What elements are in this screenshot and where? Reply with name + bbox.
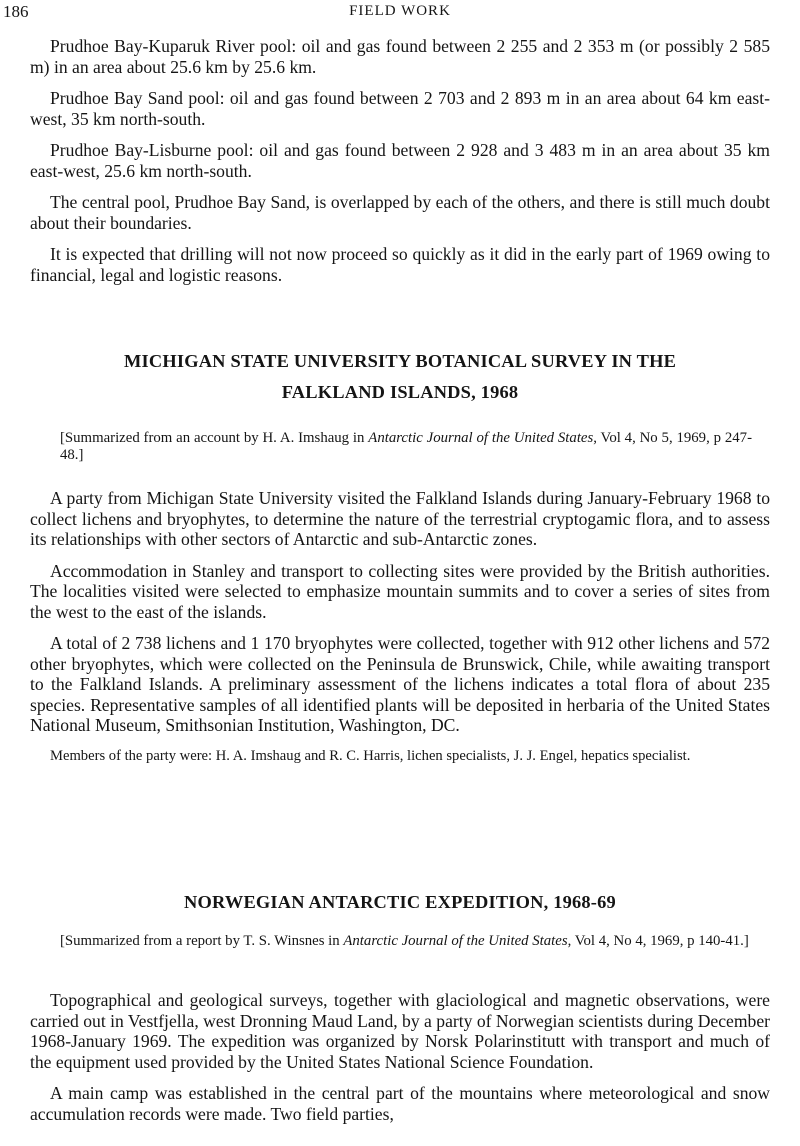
michigan-paragraph-2: Accommodation in Stanley and transport to collecting sites were provided by the British authorities. The localities visited were selected to emphasize mountain summits and to cover a series of sites from the west to the east of the islands. — [30, 560, 770, 622]
paragraph-drilling-outlook: It is expected that drilling will not now proceed so quickly as it did in the early part of 1969 owing to financial, legal and logistic reasons. — [30, 244, 770, 285]
michigan-summary-text: [Summarized from an account by H. A. Imshaug in — [60, 430, 369, 446]
paragraph-kuparuk-pool: Prudhoe Bay-Kuparuk River pool: oil and gas found between 2 255 and 2 353 m (or possibly 2 585 m) in an area about 25.6 km by 25.6 km. — [30, 36, 770, 77]
norwegian-summary-citation: , Vol 4, No 4, 1969, p 140-41.] — [567, 933, 749, 949]
michigan-heading-line2: FALKLAND ISLANDS, 1968 — [281, 382, 519, 402]
prudhoe-section — [30, 36, 770, 296]
norwegian-summary-text: [Summarized from a report by T. S. Winsnes in — [60, 933, 344, 949]
michigan-summary-journal: Antarctic Journal of the United States — [368, 430, 594, 446]
norwegian-summary — [60, 933, 752, 950]
michigan-members-note: Members of the party were: H. A. Imshaug and R. C. Harris, lichen specialists, J. J. Engel, hepatics specialist. — [50, 747, 691, 764]
paragraph-lisburne-pool: Prudhoe Bay-Lisburne pool: oil and gas found between 2 928 and 3 483 m in an area about 35 km east-west, 25.6 km north-south. — [30, 140, 770, 181]
michigan-summary-citation: , Vol 4, No 5, 1969, p 247-48.] — [60, 430, 752, 463]
michigan-heading — [30, 346, 770, 408]
michigan-heading-line1: MICHIGAN STATE UNIVERSITY BOTANICAL SURVEY IN THE — [123, 351, 677, 371]
paragraph-sand-pool: Prudhoe Bay Sand pool: oil and gas found between 2 703 and 2 893 m in an area about 64 km east-west, 35 km north-south. — [30, 88, 770, 129]
michigan-body — [30, 488, 770, 765]
page-number: 186 — [3, 2, 29, 21]
norwegian-heading: NORWEGIAN ANTARCTIC EXPEDITION, 1968-69 — [184, 892, 616, 912]
norwegian-paragraph-1: Topographical and geological surveys, together with glaciological and magnetic observations, were carried out in Vestfjella, west Dronning Maud Land, by a party of Norwegian scientists during December 1968-January 1969. The expedition was organized by Norsk Polarinstitutt with transport and much of the equipment used provided by the United States National Science Foundation. — [30, 990, 770, 1072]
norwegian-summary-journal: Antarctic Journal of the United States — [343, 933, 568, 949]
michigan-paragraph-3: A total of 2 738 lichens and 1 170 bryophytes were collected, together with 912 other lichens and 572 other bryophytes, which were collected on the Peninsula de Brunswick, Chile, while awaiting transport to the Falkland Islands. A preliminary assessment of the lichens indicates a total flora of about 235 species. Representative samples of all identified plants will be deposited in herbaria of the United States National Museum, Smithsonian Institution, Washington, DC. — [30, 633, 770, 735]
norwegian-body — [30, 990, 770, 1146]
paragraph-central-pool: The central pool, Prudhoe Bay Sand, is overlapped by each of the others, and there is still much doubt about their boundaries. — [30, 192, 770, 233]
michigan-summary — [60, 430, 752, 463]
norwegian-paragraph-2: A main camp was established in the central part of the mountains where meteorological and snow accumulation records were made. Two field parties, — [30, 1083, 770, 1124]
running-head: FIELD WORK — [349, 3, 451, 19]
page-header — [0, 2, 800, 24]
michigan-paragraph-1: A party from Michigan State University visited the Falkland Islands during January-February 1968 to collect lichens and bryophytes, to determine the nature of the terrestrial cryptogamic flora, and to assess its relationships with other sectors of Antarctic and sub-Antarctic zones. — [30, 488, 770, 549]
